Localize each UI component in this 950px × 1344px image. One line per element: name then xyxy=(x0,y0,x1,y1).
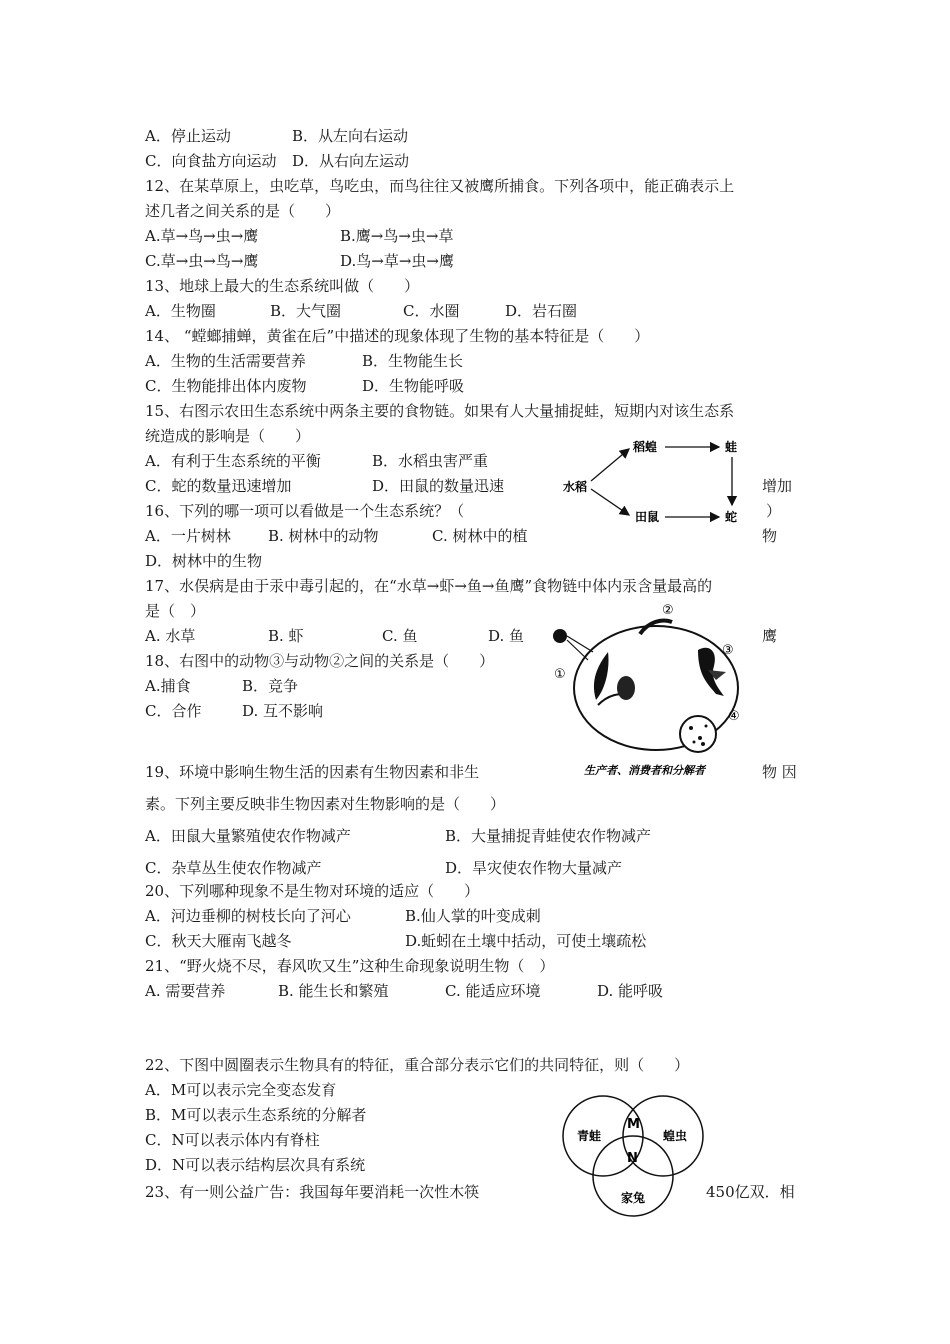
q13-option-d: D．岩石圈 xyxy=(505,302,578,320)
food-web-figure xyxy=(555,435,770,530)
q15-option-a: A．有利于生态系统的平衡 xyxy=(145,452,321,470)
q11-option-c: C．向食盐方向运动 xyxy=(145,152,277,170)
sun-icon xyxy=(553,629,567,643)
q13-stem: 13、地球上最大的生态系统叫做（ ） xyxy=(145,277,420,295)
venn-label-locust: 蝗虫 xyxy=(663,1129,688,1143)
venn-label-rabbit: 家兔 xyxy=(621,1191,646,1205)
q15-option-d-end: 增加 xyxy=(762,477,793,495)
q22-stem: 22、下图中圆圈表示生物具有的特征，重合部分表示它们的共同特征，则（ ） xyxy=(145,1056,690,1074)
q16-option-a: A．一片树林 xyxy=(145,527,231,545)
q21-stem: 21、“野火烧不尽，春风吹又生”这种生命现象说明生物（ ） xyxy=(145,957,555,975)
q17-stem-line2: 是（ ） xyxy=(145,602,206,620)
food-web-snake: 蛇 xyxy=(725,510,738,524)
q16-stem-end: ） xyxy=(766,502,782,520)
q14-option-c: C．生物能排出体内废物 xyxy=(145,377,307,395)
venn-label-m: M xyxy=(627,1117,640,1132)
q12-option-b: B.鹰→鸟→虫→草 xyxy=(340,227,454,245)
q20-option-a: A．河边垂柳的树枝长向了河心 xyxy=(145,907,351,925)
q14-option-b: B．生物能生长 xyxy=(362,352,464,370)
q12-stem-line2: 述几者之间关系的是（ ） xyxy=(145,202,341,220)
q17-option-c: C. 鱼 xyxy=(382,627,418,645)
arrow-rice-locust xyxy=(591,449,629,481)
q19-option-c: C．杂草丛生使农作物减产 xyxy=(145,859,322,877)
q17-option-d-end: 鹰 xyxy=(762,627,778,645)
q22-option-d: D．N可以表示结构层次具有系统 xyxy=(145,1156,366,1174)
q20-stem: 20、下列哪种现象不是生物对环境的适应（ ） xyxy=(145,882,480,900)
cycle-label-3: ③ xyxy=(722,643,734,658)
food-web-mouse: 田鼠 xyxy=(635,510,660,524)
q21-option-b: B. 能生长和繁殖 xyxy=(278,982,389,1000)
q22-option-c: C．N可以表示体内有脊柱 xyxy=(145,1131,320,1149)
q11-option-d: D．从右向左运动 xyxy=(292,152,410,170)
q22-option-a: A．M可以表示完全变态发育 xyxy=(145,1081,337,1099)
q19-option-b: B．大量捕捉青蛙使农作物减产 xyxy=(445,827,652,845)
q14-option-d: D．生物能呼吸 xyxy=(362,377,465,395)
q13-option-b: B．大气圈 xyxy=(270,302,342,320)
q15-option-d: D．田鼠的数量迅速 xyxy=(372,477,505,495)
q16-option-d: D．树林中的生物 xyxy=(145,552,263,570)
q11-option-b: B．从左向右运动 xyxy=(292,127,409,145)
cycle-label-4: ④ xyxy=(728,709,740,724)
q15-option-c: C．蛇的数量迅速增加 xyxy=(145,477,292,495)
q16-option-b: B. 树林中的动物 xyxy=(268,527,379,545)
q15-stem-line2: 统造成的影响是（ ） xyxy=(145,427,311,445)
decomposer-icon xyxy=(680,716,716,752)
q17-option-a: A. 水草 xyxy=(145,627,196,645)
q13-option-a: A．生物圈 xyxy=(145,302,216,320)
q19-stem-line2: 素。下列主要反映非生物因素对生物影响的是（ ） xyxy=(145,795,506,813)
q16-stem: 16、下列的哪一项可以看做是一个生态系统？（ xyxy=(145,502,465,520)
q18-option-b: B．竞争 xyxy=(242,677,299,695)
q19-option-d: D．旱灾使农作物大量减产 xyxy=(445,859,623,877)
q19-stem-line1: 19、环境中影响生物生活的因素有生物因素和非生 xyxy=(145,763,480,781)
ecosystem-cycle-figure xyxy=(548,600,753,780)
q18-option-c: C．合作 xyxy=(145,702,202,720)
q17-stem-line1: 17、水俣病是由于汞中毒引起的，在“水草→虾→鱼→鱼鹰”食物链中体内汞含量最高的 xyxy=(145,577,713,595)
q12-stem-line1: 12、在某草原上，虫吃草，鸟吃虫，而鸟往往又被鹰所捕食。下列各项中，能正确表示上 xyxy=(145,177,735,195)
q17-option-d: D. 鱼 xyxy=(488,627,525,645)
q14-stem: 14、 “螳螂捕蝉，黄雀在后”中描述的现象体现了生物的基本特征是（ ） xyxy=(145,327,650,345)
q18-option-a: A.捕食 xyxy=(145,677,191,695)
food-web-rice: 水稻 xyxy=(563,480,588,494)
plant-icon xyxy=(594,652,609,700)
q23-stem: 23、有一则公益广告：我国每年要消耗一次性木筷 xyxy=(145,1183,480,1201)
q17-option-b: B. 虾 xyxy=(268,627,304,645)
q23-stem-end: 450亿双．相 xyxy=(706,1183,795,1201)
arrow-rice-mouse xyxy=(591,489,629,515)
q14-option-a: A．生物的生活需要营养 xyxy=(145,352,306,370)
venn-label-n: N xyxy=(627,1151,638,1166)
q20-option-b: B.仙人掌的叶变成刺 xyxy=(405,907,541,925)
q21-option-c: C. 能适应环境 xyxy=(445,982,541,1000)
food-web-frog: 蛙 xyxy=(725,440,738,454)
q18-option-d: D. 互不影响 xyxy=(242,702,324,720)
q16-option-c: C. 树林中的植 xyxy=(432,527,528,545)
food-web-locust: 稻蝗 xyxy=(633,440,658,454)
q20-option-d: D.蚯蚓在土壤中括动，可使土壤疏松 xyxy=(405,932,647,950)
cycle-caption: 生产者、消费者和分解者 xyxy=(584,764,705,777)
q12-option-c: C.草→虫→鸟→鹰 xyxy=(145,252,259,270)
q11-option-a: A．停止运动 xyxy=(145,127,231,145)
q21-option-a: A. 需要营养 xyxy=(145,982,226,1000)
cycle-label-1: ① xyxy=(554,667,566,682)
q18-stem: 18、右图中的动物③与动物②之间的关系是（ ） xyxy=(145,652,495,670)
q13-option-c: C．水圈 xyxy=(403,302,460,320)
venn-label-frog: 青蛙 xyxy=(577,1129,602,1143)
q15-stem-line1: 15、右图示农田生态系统中两条主要的食物链。如果有人大量捕捉蛙，短期内对该生态系 xyxy=(145,402,735,420)
q16-option-c-end: 物 xyxy=(762,527,778,545)
cycle-label-2: ② xyxy=(662,603,674,618)
q20-option-c: C．秋天大雁南飞越冬 xyxy=(145,932,292,950)
q21-option-d: D. 能呼吸 xyxy=(597,982,664,1000)
q12-option-d: D.鸟→草→虫→鹰 xyxy=(340,252,454,270)
q12-option-a: A.草→鸟→虫→鹰 xyxy=(145,227,259,245)
q15-option-b: B．水稻虫害严重 xyxy=(372,452,489,470)
q22-option-b: B．M可以表示生态系统的分解者 xyxy=(145,1106,367,1124)
q19-stem-line1-end: 物 因 xyxy=(762,763,797,781)
q19-option-a: A．田鼠大量繁殖使农作物减产 xyxy=(145,827,351,845)
